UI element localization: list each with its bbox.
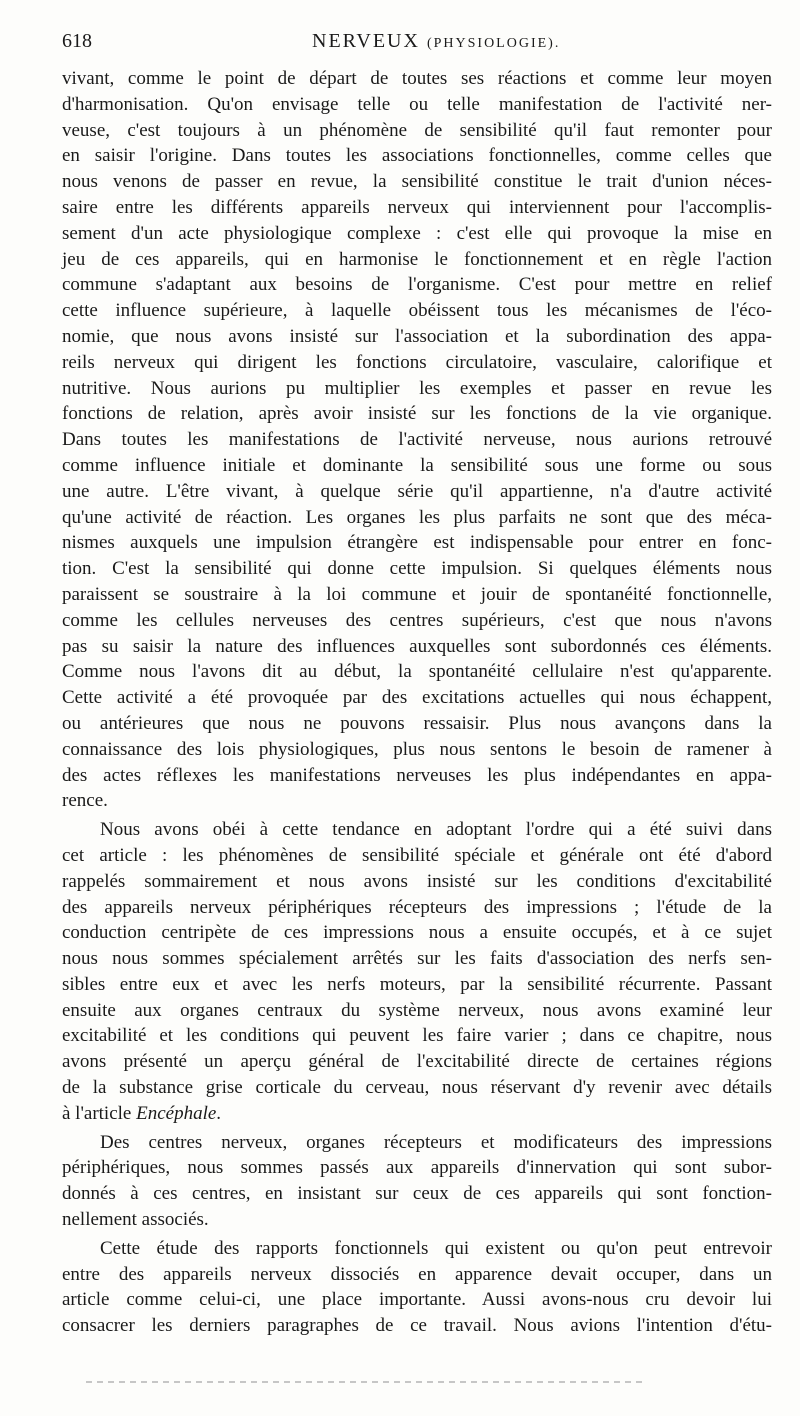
text-line: Dans toutes les manifestations de l'activité nerveuse, nous aurions retrouvé <box>62 429 772 451</box>
text-line: Comme nous l'avons dit au début, la spontanéité cellulaire n'est qu'apparente. <box>62 661 772 683</box>
text-line: vivant, comme le point de départ de toutes ses réactions et comme leur moyen <box>62 68 772 89</box>
page-number: 618 <box>62 30 92 52</box>
running-title-main: NERVEUX <box>312 30 420 52</box>
paragraph-4 <box>62 1236 772 1339</box>
text-line: périphériques, nous sommes passés aux appareils d'innervation qui sont subor- <box>62 1157 772 1179</box>
text-line: sement d'un acte physiologique complexe : c'est elle qui provoque la mise en <box>62 222 772 244</box>
text-line: ensuite aux organes centraux du système nerveux, nous avons examiné leur <box>62 999 772 1021</box>
text-fragment: à l'article <box>62 1102 137 1124</box>
paragraph-3 <box>62 1130 772 1233</box>
text-line: de la substance grise corticale du cerveau, nous réservant d'y revenir avec détails <box>62 1077 772 1099</box>
footer-bleed-through <box>86 1381 646 1383</box>
text-line: nous venons de passer en revue, la sensibilité constitue le trait d'union néces- <box>62 171 772 193</box>
text-line: rence. <box>62 790 108 812</box>
text-line: pas su saisir la nature des influences auxquelles sont subordonnés ces éléments. <box>62 635 772 657</box>
text-fragment: . <box>216 1102 222 1124</box>
text-line: comme les cellules nerveuses des centres supérieurs, c'est que nous n'avons <box>62 609 772 631</box>
text-line: comme influence initiale et dominante la sensibilité sous une forme ou sous <box>62 454 772 476</box>
text-line: des appareils nerveux périphériques récepteurs des impressions ; l'étude de la <box>62 896 772 918</box>
text-line: article comme celui-ci, une place importante. Aussi avons-nous cru devoir lui <box>62 1289 772 1311</box>
text-line: paraissent se soustraire à la loi commune et jouir de spontanéité fonctionnelle, <box>62 583 772 605</box>
text-line: nismes auxquels une impulsion étrangère est indispensable pour entrer en fonc- <box>62 532 772 554</box>
text-line: fonctions de relation, après avoir insisté sur les fonctions de la vie organique. <box>62 403 772 425</box>
text-line: rappelés sommairement et nous avons insisté sur les conditions d'excitabilité <box>62 870 772 892</box>
text-line: en saisir l'origine. Dans toutes les associations fonctionnelles, comme celles que <box>62 145 772 167</box>
text-line: jeu de ces appareils, qui en harmonise le fonctionnement et en règle l'action <box>62 248 772 270</box>
text-line: nutritive. Nous aurions pu multiplier les exemples et passer en revue les <box>62 377 772 399</box>
body-text <box>62 66 772 1339</box>
text-line: commune s'adaptant aux besoins de l'organisme. C'est pour mettre en relief <box>62 274 772 296</box>
text-line: saire entre les différents appareils nerveux qui interviennent pour l'accomplis- <box>62 196 772 218</box>
text-line: Des centres nerveux, organes récepteurs et modificateurs des impressions <box>100 1131 772 1153</box>
text-line: excitabilité et les conditions qui peuvent les faire varier ; dans ce chapitre, nous <box>62 1025 772 1047</box>
text-line <box>62 1101 772 1127</box>
text-line: des actes réflexes les manifestations nerveuses les plus indépendantes en appa- <box>62 764 772 786</box>
text-line: ou antérieures que nous ne pouvons ressaisir. Plus nous avançons dans la <box>62 712 772 734</box>
running-title <box>312 26 560 59</box>
text-line: donnés à ces centres, en insistant sur ceux de ces appareils qui sont fonction- <box>62 1183 772 1205</box>
text-line: tion. C'est la sensibilité qui donne cette impulsion. Si quelques éléments nous <box>62 558 772 580</box>
running-head <box>62 26 770 56</box>
text-line: consacrer les derniers paragraphes de ce travail. Nous avions l'intention d'étu- <box>62 1315 772 1337</box>
text-line: sibles entre eux et avec les nerfs moteurs, par la sensibilité récurrente. Passant <box>62 973 772 995</box>
text-line: nomie, que nous avons insisté sur l'association et la subordination des appa- <box>62 325 772 347</box>
text-line: Cette étude des rapports fonctionnels qui existent ou qu'on peut entrevoir <box>100 1237 772 1259</box>
article-reference: Encéphale <box>136 1102 217 1124</box>
text-line: Nous avons obéi à cette tendance en adoptant l'ordre qui a été suivi dans <box>100 819 772 841</box>
text-line: connaissance des lois physiologiques, plus nous sentons le besoin de ramener à <box>62 738 772 760</box>
running-title-subject: (PHYSIOLOGIE). <box>426 36 561 51</box>
paragraph-2 <box>62 817 772 1127</box>
text-line: cette influence supérieure, à laquelle obéissent tous les mécanismes de l'éco- <box>62 300 772 322</box>
text-line: cet article : les phénomènes de sensibilité spéciale et générale ont été d'abord <box>62 844 772 866</box>
text-line: entre des appareils nerveux dissociés en apparence devait occuper, dans un <box>62 1263 772 1285</box>
text-line: conduction centripète de ces impressions nous a ensuite occupés, et à ce sujet <box>62 922 772 944</box>
text-line: veuse, c'est toujours à un phénomène de sensibilité qu'il faut remonter pour <box>62 119 772 141</box>
text-line: reils nerveux qui dirigent les fonctions circulatoire, vasculaire, calorifique et <box>62 351 772 373</box>
text-line: une autre. L'être vivant, à quelque série qu'il appartienne, n'a d'autre activité <box>62 480 772 502</box>
text-line: qu'une activité de réaction. Les organes les plus parfaits ne sont que des méca- <box>62 506 772 528</box>
text-line: Cette activité a été provoquée par des excitations actuelles qui nous échappent, <box>62 687 772 709</box>
text-line: nous nous sommes spécialement arrêtés sur les faits d'association des nerfs sen- <box>62 948 772 970</box>
text-line: avons présenté un aperçu général de l'excitabilité directe de certaines régions <box>62 1051 772 1073</box>
text-line: d'harmonisation. Qu'on envisage telle ou telle manifestation de l'activité ner- <box>62 93 772 115</box>
text-line: nellement associés. <box>62 1209 209 1231</box>
paragraph-1 <box>62 66 772 814</box>
